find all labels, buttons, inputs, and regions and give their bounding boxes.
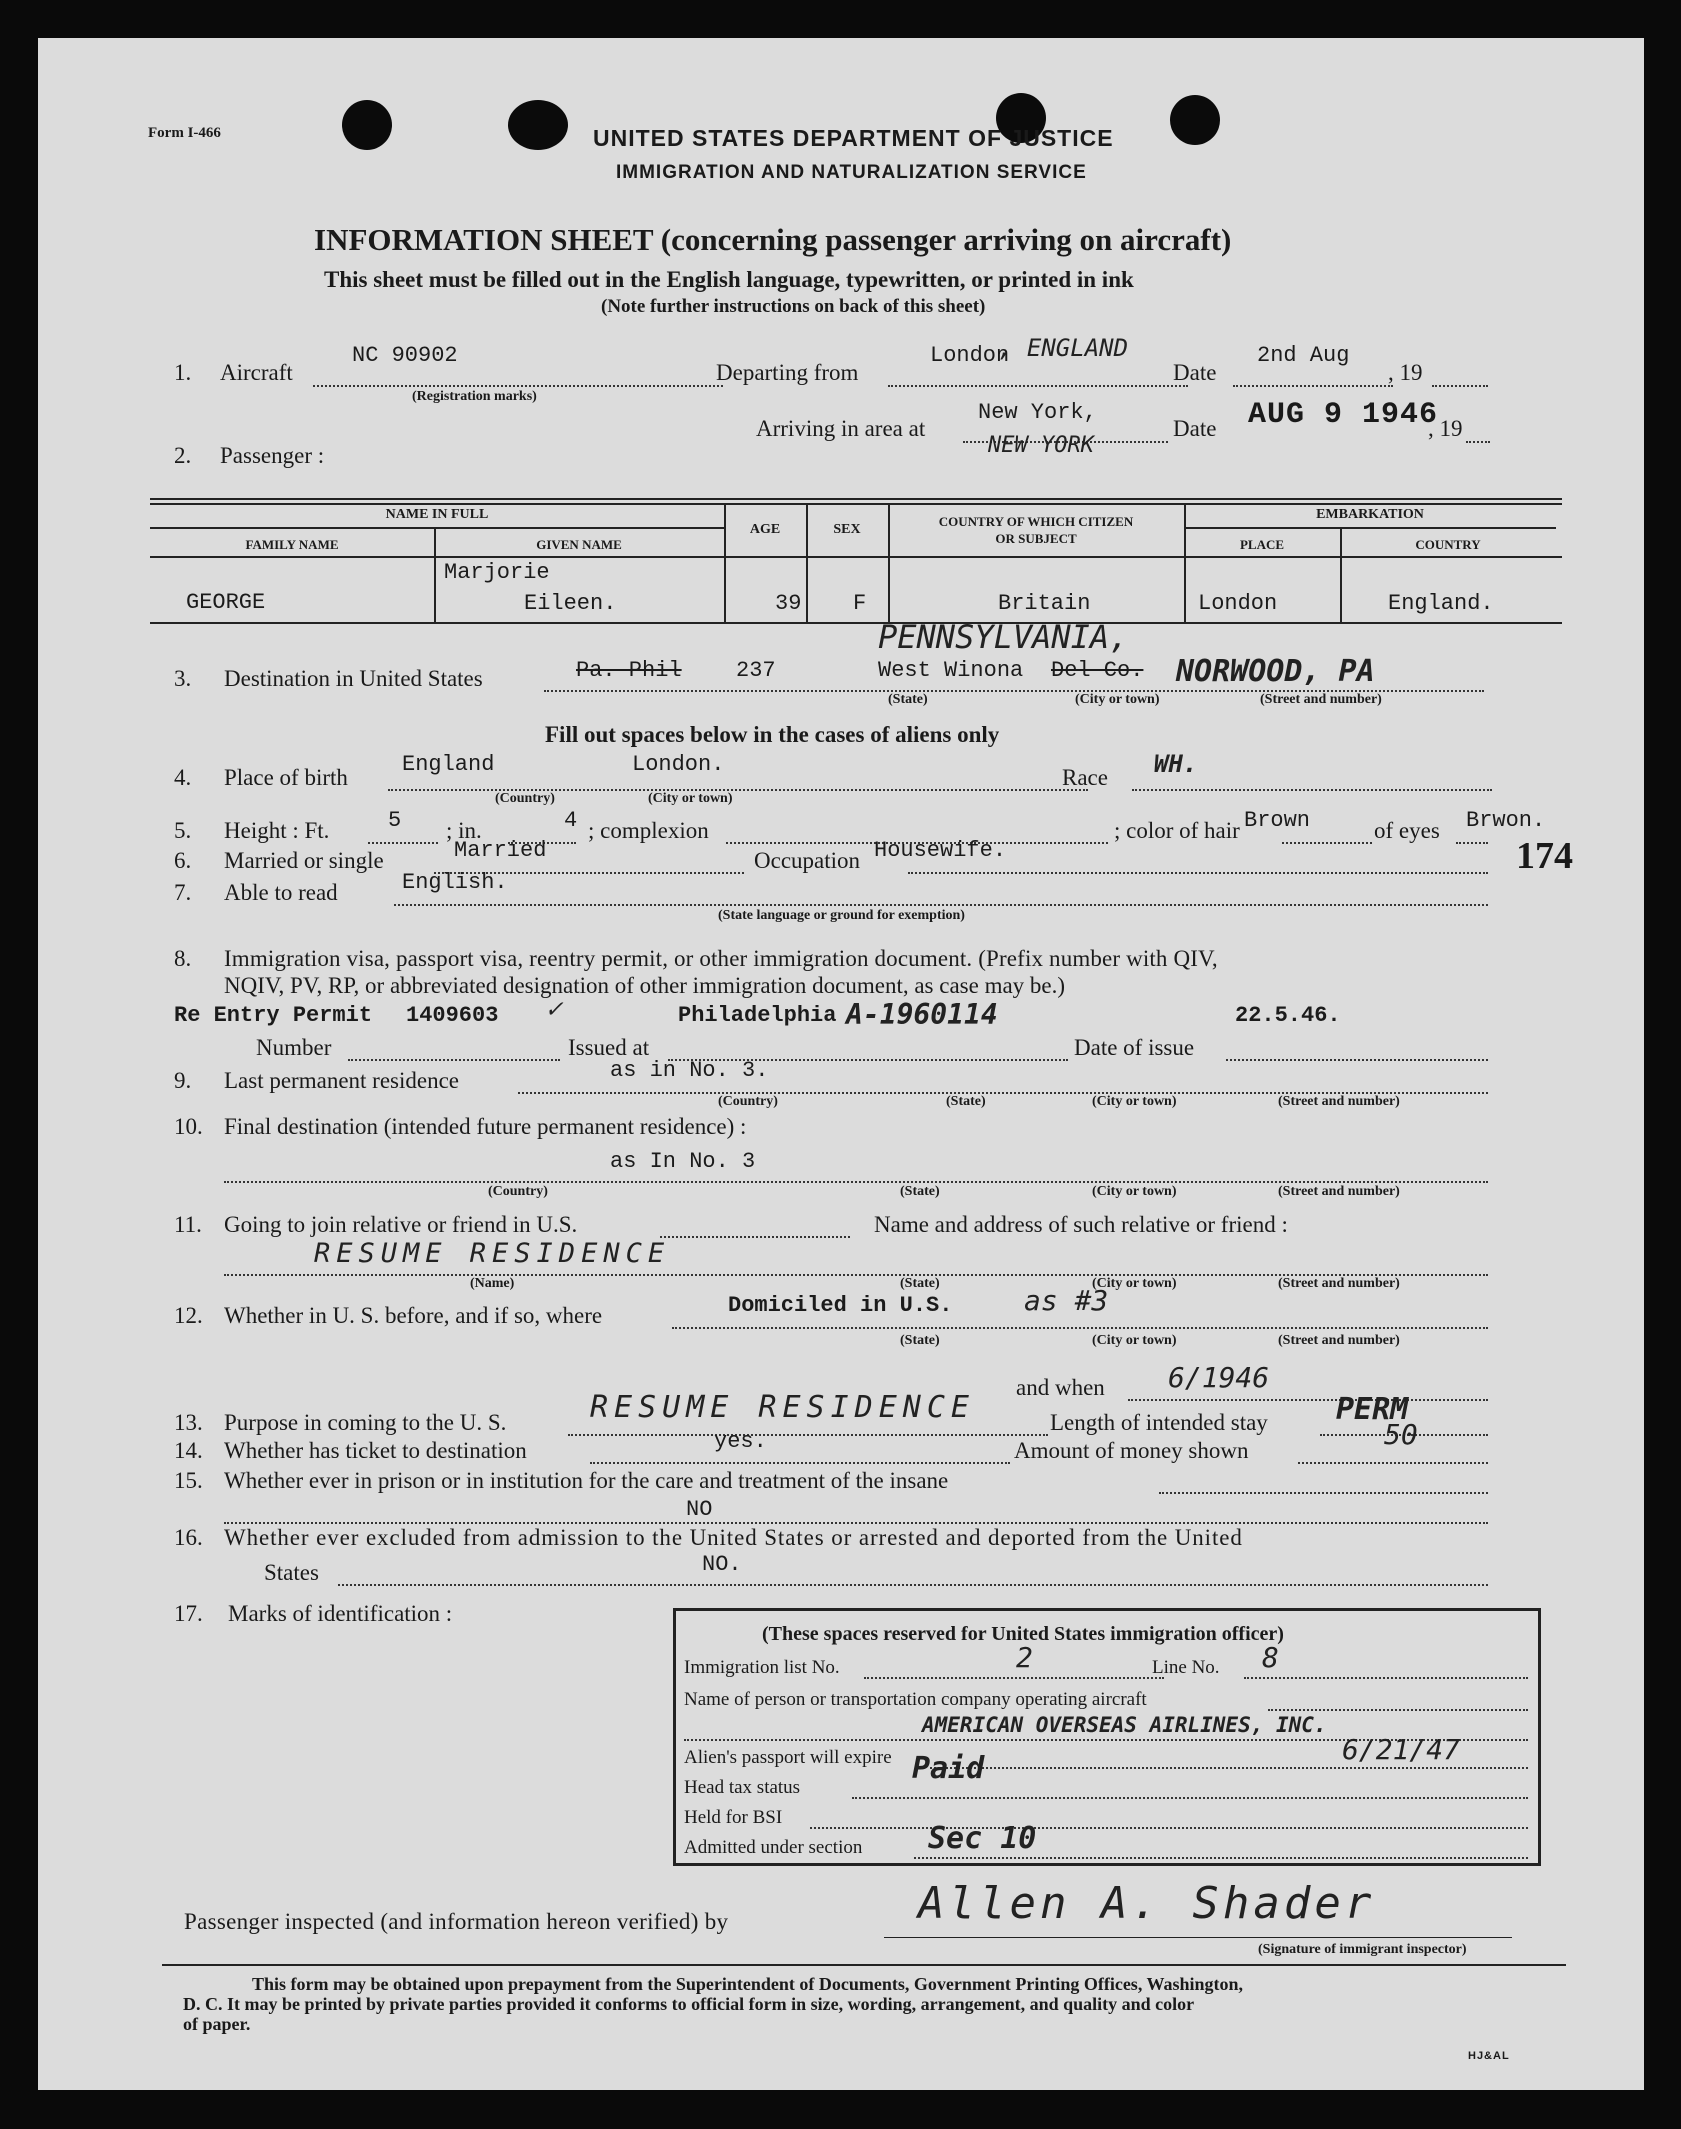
arrive-date-label: Date: [1173, 416, 1217, 441]
eyes-label: of eyes: [1374, 818, 1440, 843]
passport-expire-label: Alien's passport will expire: [684, 1747, 892, 1768]
q11-number: 11.: [174, 1212, 202, 1237]
excluded-label-2: States: [264, 1560, 319, 1585]
aliens-heading: Fill out spaces below in the cases of aliens only: [545, 722, 1000, 747]
head-tax-label: Head tax status: [684, 1777, 801, 1798]
arrive-year: , 19: [1428, 416, 1463, 441]
caption-country: (Country): [718, 1094, 778, 1109]
q3-number: 3.: [174, 666, 192, 691]
col-country: COUNTRY: [1415, 537, 1481, 552]
caption-country: (Country): [495, 791, 555, 806]
company-value: AMERICAN OVERSEAS AIRLINES, INC.: [922, 1713, 1327, 1737]
q14-number: 14.: [174, 1438, 203, 1463]
ticket-value: yes.: [714, 1429, 767, 1454]
col-place: PLACE: [1239, 537, 1285, 552]
col-age: AGE: [749, 522, 781, 537]
depart-date-label: Date: [1173, 360, 1217, 385]
cell-citizen: Britain: [998, 591, 1091, 616]
passenger-label: Passenger :: [220, 443, 325, 468]
registration-caption: (Registration marks): [412, 389, 537, 404]
document-number: 1409603: [406, 1003, 499, 1028]
money-value: 50: [1384, 1418, 1418, 1451]
previous-stay-value: Domiciled in U.S.: [728, 1293, 953, 1318]
col-family-name: FAMILY NAME: [245, 537, 339, 552]
q1-number: 1.: [174, 360, 192, 385]
inspection-label: Passenger inspected (and information hereon verified) by: [184, 1909, 729, 1934]
previous-stay-label: Whether in U. S. before, and if so, where: [224, 1303, 603, 1328]
height-label: Height : Ft.: [224, 818, 330, 843]
caption-city: (City or town): [1075, 692, 1160, 707]
destination-street: West Winona: [878, 658, 1024, 683]
issue-date-label: Date of issue: [1074, 1035, 1195, 1060]
document-date: 22.5.46.: [1235, 1003, 1341, 1028]
cell-country: England.: [1388, 591, 1494, 616]
cell-given-name-1: Marjorie: [444, 560, 550, 585]
q16-number: 16.: [174, 1525, 203, 1550]
purpose-value: RESUME RESIDENCE: [590, 1390, 975, 1425]
officer-box: [673, 1608, 1541, 1866]
col-given-name: GIVEN NAME: [536, 537, 622, 552]
inspector-signature: Allen A. Shader: [918, 1878, 1376, 1929]
caption-street: (Street and number): [1278, 1333, 1400, 1348]
read-caption: (State language or ground for exemption): [718, 908, 965, 923]
caption-street: (Street and number): [1278, 1094, 1400, 1109]
list-no-value: 2: [1016, 1641, 1033, 1674]
q15-number: 15.: [174, 1468, 203, 1493]
height-inches: 4: [564, 808, 578, 833]
printer-code: HJ&AL: [1468, 2050, 1510, 2062]
number-label: Number: [256, 1035, 332, 1060]
married-value: Married: [454, 838, 547, 863]
punch-hole: [342, 100, 392, 150]
checkmark-icon: ✓: [546, 994, 562, 1024]
caption-street: (Street and number): [1278, 1276, 1400, 1291]
last-residence-value: as in No. 3.: [610, 1058, 769, 1083]
hair-label: ; color of hair: [1114, 818, 1240, 843]
arriving-value: New York,: [978, 400, 1097, 425]
cell-sex: F: [853, 591, 867, 616]
last-residence-label: Last permanent residence: [224, 1068, 459, 1093]
q9-number: 9.: [174, 1068, 192, 1093]
when-value: 6/1946: [1168, 1361, 1270, 1394]
depart-year: , 19: [1388, 360, 1423, 385]
hair-value: Brown: [1244, 808, 1311, 833]
form-number: Form I-466: [148, 125, 221, 141]
punch-hole: [1170, 95, 1220, 145]
aircraft-label: Aircraft: [220, 360, 293, 385]
join-relative-label: Going to join relative or friend in U.S.: [224, 1212, 578, 1237]
relative-value: RESUME RESIDENCE: [314, 1238, 671, 1269]
arriving-label: Arriving in area at: [756, 416, 926, 441]
when-label: and when: [1016, 1375, 1105, 1400]
footer-line-1: This form may be obtained upon prepayment from the Superintendent of Documents, Government Printing Offices, Washington,: [252, 1974, 1244, 1994]
officer-box-title: (These spaces reserved for United States immigration officer): [762, 1623, 1284, 1645]
occupation-value: Housewife.: [874, 838, 1007, 863]
issued-label: Issued at: [568, 1035, 650, 1060]
destination-number: 237: [736, 658, 776, 683]
form-page: [38, 38, 1644, 2090]
caption-state: (State): [900, 1333, 940, 1348]
birthplace-city: London.: [632, 752, 725, 777]
final-destination-value: as In No. 3: [610, 1149, 756, 1174]
head-tax-value: Paid: [912, 1751, 985, 1786]
marks-label: Marks of identification :: [228, 1601, 453, 1626]
caption-state: (State): [888, 692, 928, 707]
excluded-label: Whether ever excluded from admission to the United States or arrested and deported from the United: [224, 1525, 1243, 1550]
caption-city: (City or town): [1092, 1184, 1177, 1199]
ticket-label: Whether has ticket to destination: [224, 1438, 527, 1463]
col-name-in-full: NAME IN FULL: [385, 507, 489, 522]
document-alien-number: A-1960114: [846, 998, 998, 1031]
q12-number: 12.: [174, 1303, 203, 1328]
caption-state: (State): [900, 1276, 940, 1291]
cell-given-name-2: Eileen.: [524, 591, 617, 616]
final-destination-label: Final destination (intended future permanent residence) :: [224, 1114, 747, 1139]
purpose-label: Purpose in coming to the U. S.: [224, 1410, 507, 1435]
signature-caption: (Signature of immigrant inspector): [1258, 1942, 1467, 1957]
q4-number: 4.: [174, 765, 192, 790]
col-embarkation: EMBARKATION: [1316, 507, 1424, 522]
department-title: UNITED STATES DEPARTMENT OF JUSTICE: [593, 125, 1114, 151]
race-label: Race: [1062, 765, 1108, 790]
cell-family-name: GEORGE: [186, 590, 266, 615]
departing-handwritten: , ENGLAND: [998, 334, 1129, 362]
bsi-label: Held for BSI: [684, 1807, 783, 1828]
footer-line-3: of paper.: [183, 2014, 251, 2034]
col-country-citizen: COUNTRY OF WHICH CITIZEN OR SUBJECT: [938, 514, 1134, 546]
destination-struck: Pa. Phil: [576, 658, 682, 683]
caption-city: (City or town): [1092, 1094, 1177, 1109]
depart-date-value: 2nd Aug: [1257, 343, 1350, 368]
money-label: Amount of money shown: [1014, 1438, 1249, 1463]
instruction: This sheet must be filled out in the English language, typewritten, or printed in ink: [324, 267, 1134, 292]
document-type: Re Entry Permit: [174, 1003, 373, 1028]
q6-number: 6.: [174, 848, 192, 873]
birthplace-label: Place of birth: [224, 765, 348, 790]
excluded-value: NO.: [702, 1552, 742, 1577]
admitted-value: Sec 10: [928, 1821, 1037, 1856]
col-sex: SEX: [833, 522, 861, 537]
birthplace-country: England: [402, 752, 495, 777]
prison-label: Whether ever in prison or in institution for the care and treatment of the insane: [224, 1468, 949, 1493]
passport-expire-value: 6/21/47: [1342, 1733, 1461, 1766]
height-feet: 5: [388, 808, 402, 833]
married-label: Married or single: [224, 848, 384, 873]
caption-city: (City or town): [648, 791, 733, 806]
cell-place: London: [1198, 591, 1278, 616]
admitted-label: Admitted under section: [684, 1837, 863, 1858]
q5-number: 5.: [174, 818, 192, 843]
caption-name: (Name): [470, 1276, 515, 1291]
destination-struck-2: Del Co.: [1051, 658, 1144, 683]
document-issued-at: Philadelphia: [678, 1003, 837, 1028]
caption-state: (State): [900, 1184, 940, 1199]
cell-age: 39: [775, 591, 802, 616]
caption-country: (Country): [488, 1184, 548, 1199]
document-instruction-1: Immigration visa, passport visa, reentry permit, or other immigration document. (Prefix number with QIV,: [224, 946, 1218, 971]
eyes-value: Brwon.: [1466, 808, 1546, 833]
height-inches-label: ; in.: [446, 818, 482, 843]
q2-number: 2.: [174, 443, 192, 468]
caption-street: (Street and number): [1278, 1184, 1400, 1199]
service-title: IMMIGRATION AND NATURALIZATION SERVICE: [616, 162, 1087, 183]
relative-address-label: Name and address of such relative or friend :: [874, 1212, 1288, 1237]
line-no-value: 8: [1262, 1641, 1279, 1674]
stay-label: Length of intended stay: [1050, 1410, 1268, 1435]
prison-value: NO: [686, 1497, 713, 1522]
read-label: Able to read: [224, 880, 338, 905]
occupation-label: Occupation: [754, 848, 861, 873]
destination-city-handwritten: NORWOOD, PA: [1176, 654, 1375, 689]
q7-number: 7.: [174, 880, 192, 905]
complexion-label: ; complexion: [588, 818, 709, 843]
departing-label: Departing from: [716, 360, 859, 385]
page-title: INFORMATION SHEET (concerning passenger arriving on aircraft): [314, 222, 1232, 257]
document-instruction-2: NQIV, PV, RP, or abbreviated designation of other immigration document, as case may be.): [224, 973, 1066, 998]
aircraft-value: NC 90902: [352, 343, 458, 368]
q13-number: 13.: [174, 1410, 203, 1435]
caption-city: (City or town): [1092, 1333, 1177, 1348]
company-label: Name of person or transportation company operating aircraft: [684, 1689, 1147, 1710]
race-value: WH.: [1154, 750, 1198, 778]
caption-city: (City or town): [1092, 1276, 1177, 1291]
stay-value: PERM: [1336, 1392, 1409, 1427]
line-no-label: Line No.: [1152, 1657, 1220, 1678]
arriving-handwritten: NEW YORK: [988, 433, 1094, 458]
arrival-date-stamp: AUG 9 1946: [1248, 398, 1439, 432]
read-value: English.: [402, 870, 508, 895]
margin-number: 174: [1516, 835, 1573, 877]
destination-state-handwritten: PENNSYLVANIA,: [878, 618, 1129, 656]
previous-stay-handwritten: as #3: [1024, 1284, 1109, 1317]
destination-label: Destination in United States: [224, 666, 483, 691]
list-no-label: Immigration list No.: [684, 1657, 840, 1678]
footer-line-2: D. C. It may be printed by private parties provided it conforms to official form in size, wording, arrangement, and quality and color: [183, 1994, 1195, 2014]
q8-number: 8.: [174, 946, 192, 971]
q10-number: 10.: [174, 1114, 203, 1139]
q17-number: 17.: [174, 1601, 203, 1626]
note: (Note further instructions on back of this sheet): [601, 296, 986, 317]
departing-value: London: [930, 343, 1010, 368]
caption-street: (Street and number): [1260, 692, 1382, 707]
punch-hole: [508, 100, 568, 150]
caption-state: (State): [946, 1094, 986, 1109]
